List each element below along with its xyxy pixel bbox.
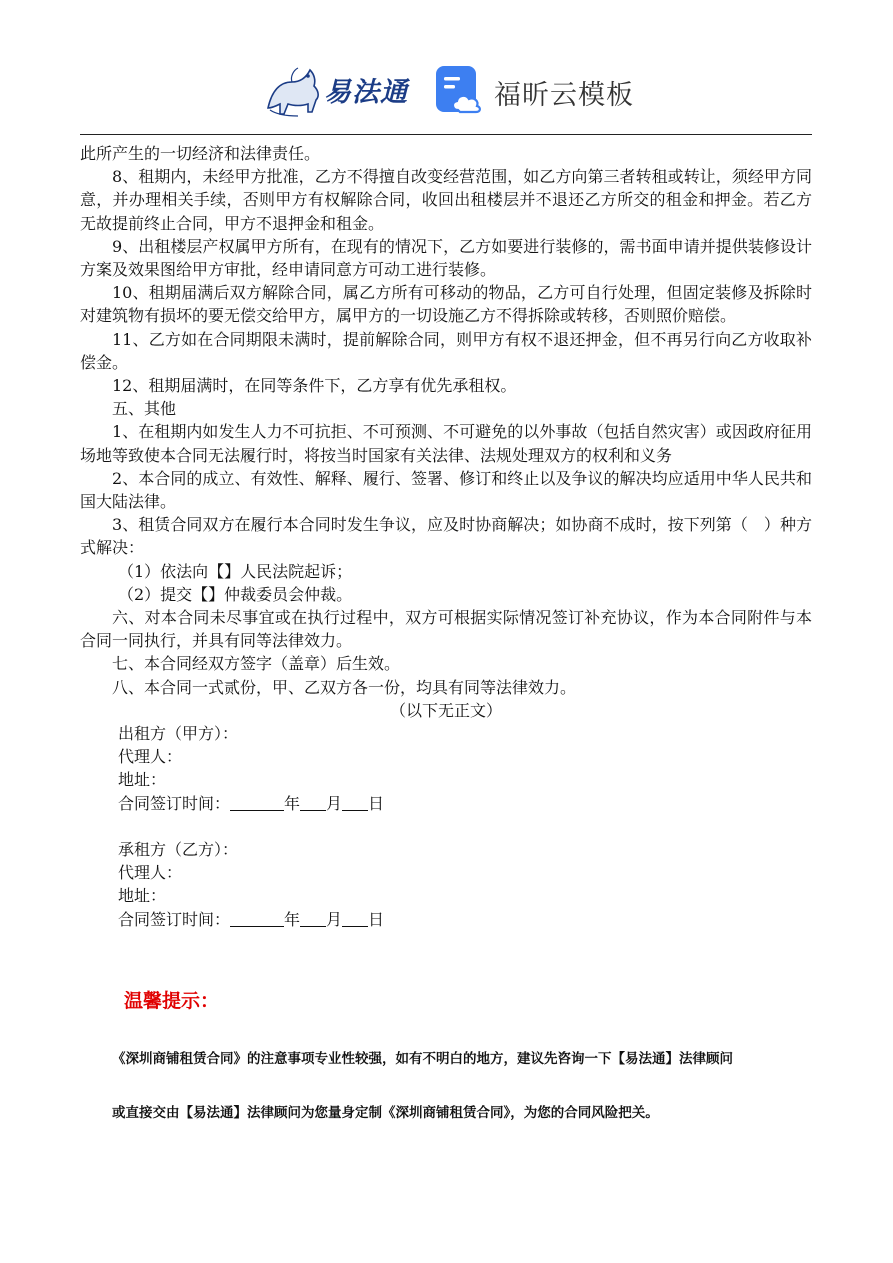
section-6: 六、对本合同未尽事宜或在执行过程中，双方可根据实际情况签订补充协议，作为本合同附件与本合同一同执行，并具有同等法律效力。: [80, 608, 812, 651]
other-clause-3: 3、租赁合同双方在履行本合同时发生争议，应及时协商解决；如协商不成时，按下列第（ ）种方式解决：: [80, 515, 812, 558]
month-blank: [300, 793, 326, 811]
logo-left-text: 易法通: [324, 77, 408, 108]
year-blank: [230, 793, 284, 811]
document-cloud-icon: [434, 64, 486, 116]
contract-body: [80, 142, 812, 931]
date-label: 合同签订时间：: [118, 909, 231, 929]
section-8: 八、本合同一式贰份，甲、乙双方各一份，均具有同等法律效力。: [112, 677, 577, 697]
logo-right-text: 福昕云模板: [494, 80, 634, 111]
tips-line-2: 或直接交由【易法通】法律顾问为您量身定制《深圳商铺租赁合同》，为您的合同风险把关。: [112, 1105, 659, 1121]
lessor-agent-label: 代理人：: [118, 747, 183, 767]
option-2: （2）提交【】仲裁委员会仲裁。: [118, 584, 353, 604]
day-label: 日: [368, 909, 385, 929]
yifatong-logo: [262, 60, 412, 120]
date-label: 合同签订时间：: [118, 793, 231, 813]
clause-11: 11、乙方如在合同期限未满时，提前解除合同，则甲方有权不退还押金，但不再另行向乙方收取补偿金。: [80, 329, 812, 372]
header-divider: [80, 134, 812, 135]
lessor-sign-date: [118, 792, 812, 815]
day-label: 日: [368, 793, 385, 813]
paragraph: 此所产生的一切经济和法律责任。: [80, 144, 321, 163]
clause-10: 10、租期届满后双方解除合同，属乙方所有可移动的物品，乙方可自行处理，但固定装修及拆除时对建筑物有损坏的要无偿交给甲方，属甲方的一切设施乙方不得拆除或转移，否则照价赔偿。: [80, 283, 812, 326]
year-blank: [230, 909, 284, 927]
end-of-text-note: （以下无正文）: [389, 700, 502, 720]
tips-title: 温馨提示：: [124, 990, 220, 1012]
lessee-sign-date: [118, 908, 812, 931]
month-label: 月: [326, 793, 343, 813]
page-header: [0, 0, 893, 135]
lessor-label: 出租方（甲方）：: [118, 724, 239, 744]
tips-line-1: 《深圳商铺租赁合同》的注意事项专业性较强，如有不明白的地方，建议先咨询一下【易法通】法律顾问: [112, 1051, 733, 1067]
option-1: （1）依法向【】人民法院起诉；: [118, 561, 353, 581]
lessee-agent-label: 代理人：: [118, 863, 183, 883]
qilin-mascot-icon: [262, 60, 324, 120]
month-label: 月: [326, 909, 343, 929]
lessee-address-label: 地址：: [118, 886, 167, 906]
foxit-cloud-template-logo: [434, 62, 654, 118]
clause-8: 8、租期内，未经甲方批准，乙方不得擅自改变经营范围，如乙方向第三者转租或转让，须经甲方同意，并办理相关手续，否则甲方有权解除合同，收回出租楼层并不退还乙方所交的租金和押金。若乙方无故提前终止合同，甲方不退押金和租金。: [80, 167, 812, 233]
clause-12: 12、租期届满时，在同等条件下，乙方享有优先承租权。: [112, 376, 517, 396]
other-clause-2: 2、本合同的成立、有效性、解释、履行、签署、修订和终止以及争议的解决均应适用中华人民共和国大陆法律。: [80, 468, 812, 512]
day-blank: [342, 909, 368, 927]
section-5-heading: 五、其他: [112, 399, 177, 419]
day-blank: [342, 793, 368, 811]
section-7: 七、本合同经双方签字（盖章）后生效。: [112, 654, 401, 674]
other-clause-1: 1、在租期内如发生人力不可抗拒、不可预测、不可避免的以外事故（包括自然灾害）或因政府征用场地等致使本合同无法履行时，将按当时国家有关法律、法规处理双方的权利和义务: [80, 422, 812, 465]
year-label: 年: [284, 793, 301, 813]
month-blank: [300, 909, 326, 927]
clause-9: 9、出租楼层产权属甲方所有，在现有的情况下，乙方如要进行装修的，需书面申请并提供装修设计方案及效果图给甲方审批，经申请同意方可动工进行装修。: [80, 236, 812, 280]
lessor-address-label: 地址：: [118, 770, 167, 790]
lessor-signature-block: [80, 722, 812, 931]
lessee-label: 承租方（乙方）：: [118, 840, 239, 860]
year-label: 年: [284, 909, 301, 929]
